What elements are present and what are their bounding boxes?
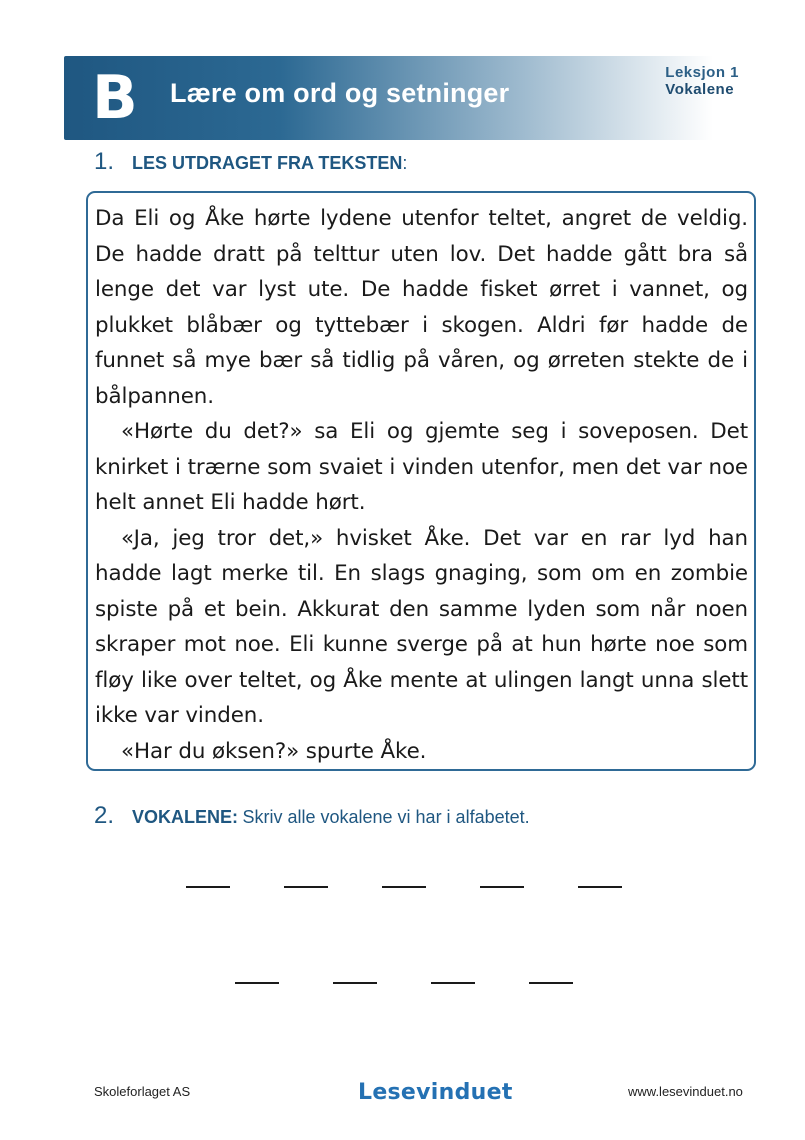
reading-passage-box bbox=[86, 191, 756, 771]
vowel-blank-9[interactable] bbox=[529, 982, 573, 984]
section-2-instruction: Skriv alle vokalene vi har i alfabetet. bbox=[242, 807, 530, 827]
vowel-blank-2[interactable] bbox=[284, 886, 328, 888]
page-title: Lære om ord og setninger bbox=[170, 78, 510, 108]
vowel-blank-1[interactable] bbox=[186, 886, 230, 888]
section-1-number: 1. bbox=[94, 148, 115, 175]
reading-passage bbox=[95, 201, 748, 769]
footer-publisher: Skoleforlaget AS bbox=[94, 1084, 191, 1099]
passage-paragraph-3: «Ja, jeg tror det,» hvisket Åke. Det var en rar lyd han hadde lagt merke til. En slags gnaging, som om en zombie spiste på et bein. Akkurat den samme lyden som når noen skraper mot noe. Eli kunne sverge på at hun hørte noe som fløy like over teltet, og Åke mente at ulingen langt unna slett ikke var vinden. bbox=[95, 525, 748, 728]
vowel-blank-3[interactable] bbox=[382, 886, 426, 888]
lesson-topic: Vokalene bbox=[665, 81, 735, 98]
passage-paragraph-1: Da Eli og Åke hørte lydene utenfor teltet, angret de veldig. De hadde dratt på telttur uten lov. Det hadde gått bra så lenge det var lyst ute. De hadde fisket ørret i vannet, og plukket blåbær og tyttebær i skogen. Aldri før hadde de funnet så mye bær så tidlig på våren, og ørreten stekte de i bålpannen. bbox=[95, 206, 748, 409]
passage-paragraph-2: «Hørte du det?» sa Eli og gjemte seg i soveposen. Det knirket i trærne som svaiet i vinden utenfor, men det var noe helt annet Eli hadde hørt. bbox=[95, 419, 748, 515]
lesson-header-banner bbox=[64, 56, 740, 140]
section-2-label: VOKALENE: bbox=[132, 807, 239, 827]
section-1-colon: : bbox=[402, 153, 408, 173]
section-1-heading bbox=[94, 148, 407, 176]
vowel-blank-8[interactable] bbox=[431, 982, 475, 984]
vowel-blank-7[interactable] bbox=[333, 982, 377, 984]
section-2-heading bbox=[94, 802, 530, 830]
lesevinduet-logo: Lesevinduet bbox=[358, 1080, 513, 1105]
vowel-blank-4[interactable] bbox=[480, 886, 524, 888]
section-1-label: LES UTDRAGET FRA TEKSTEN bbox=[132, 153, 403, 173]
passage-paragraph-4: «Har du øksen?» spurte Åke. bbox=[121, 738, 427, 764]
footer-website[interactable]: www.lesevinduet.no bbox=[628, 1084, 743, 1099]
section-letter: B bbox=[92, 63, 138, 133]
vowel-blank-6[interactable] bbox=[235, 982, 279, 984]
vowel-blank-5[interactable] bbox=[578, 886, 622, 888]
lesson-number: Leksjon 1 bbox=[665, 64, 739, 81]
lesson-info bbox=[665, 64, 739, 98]
section-2-number: 2. bbox=[94, 802, 115, 829]
